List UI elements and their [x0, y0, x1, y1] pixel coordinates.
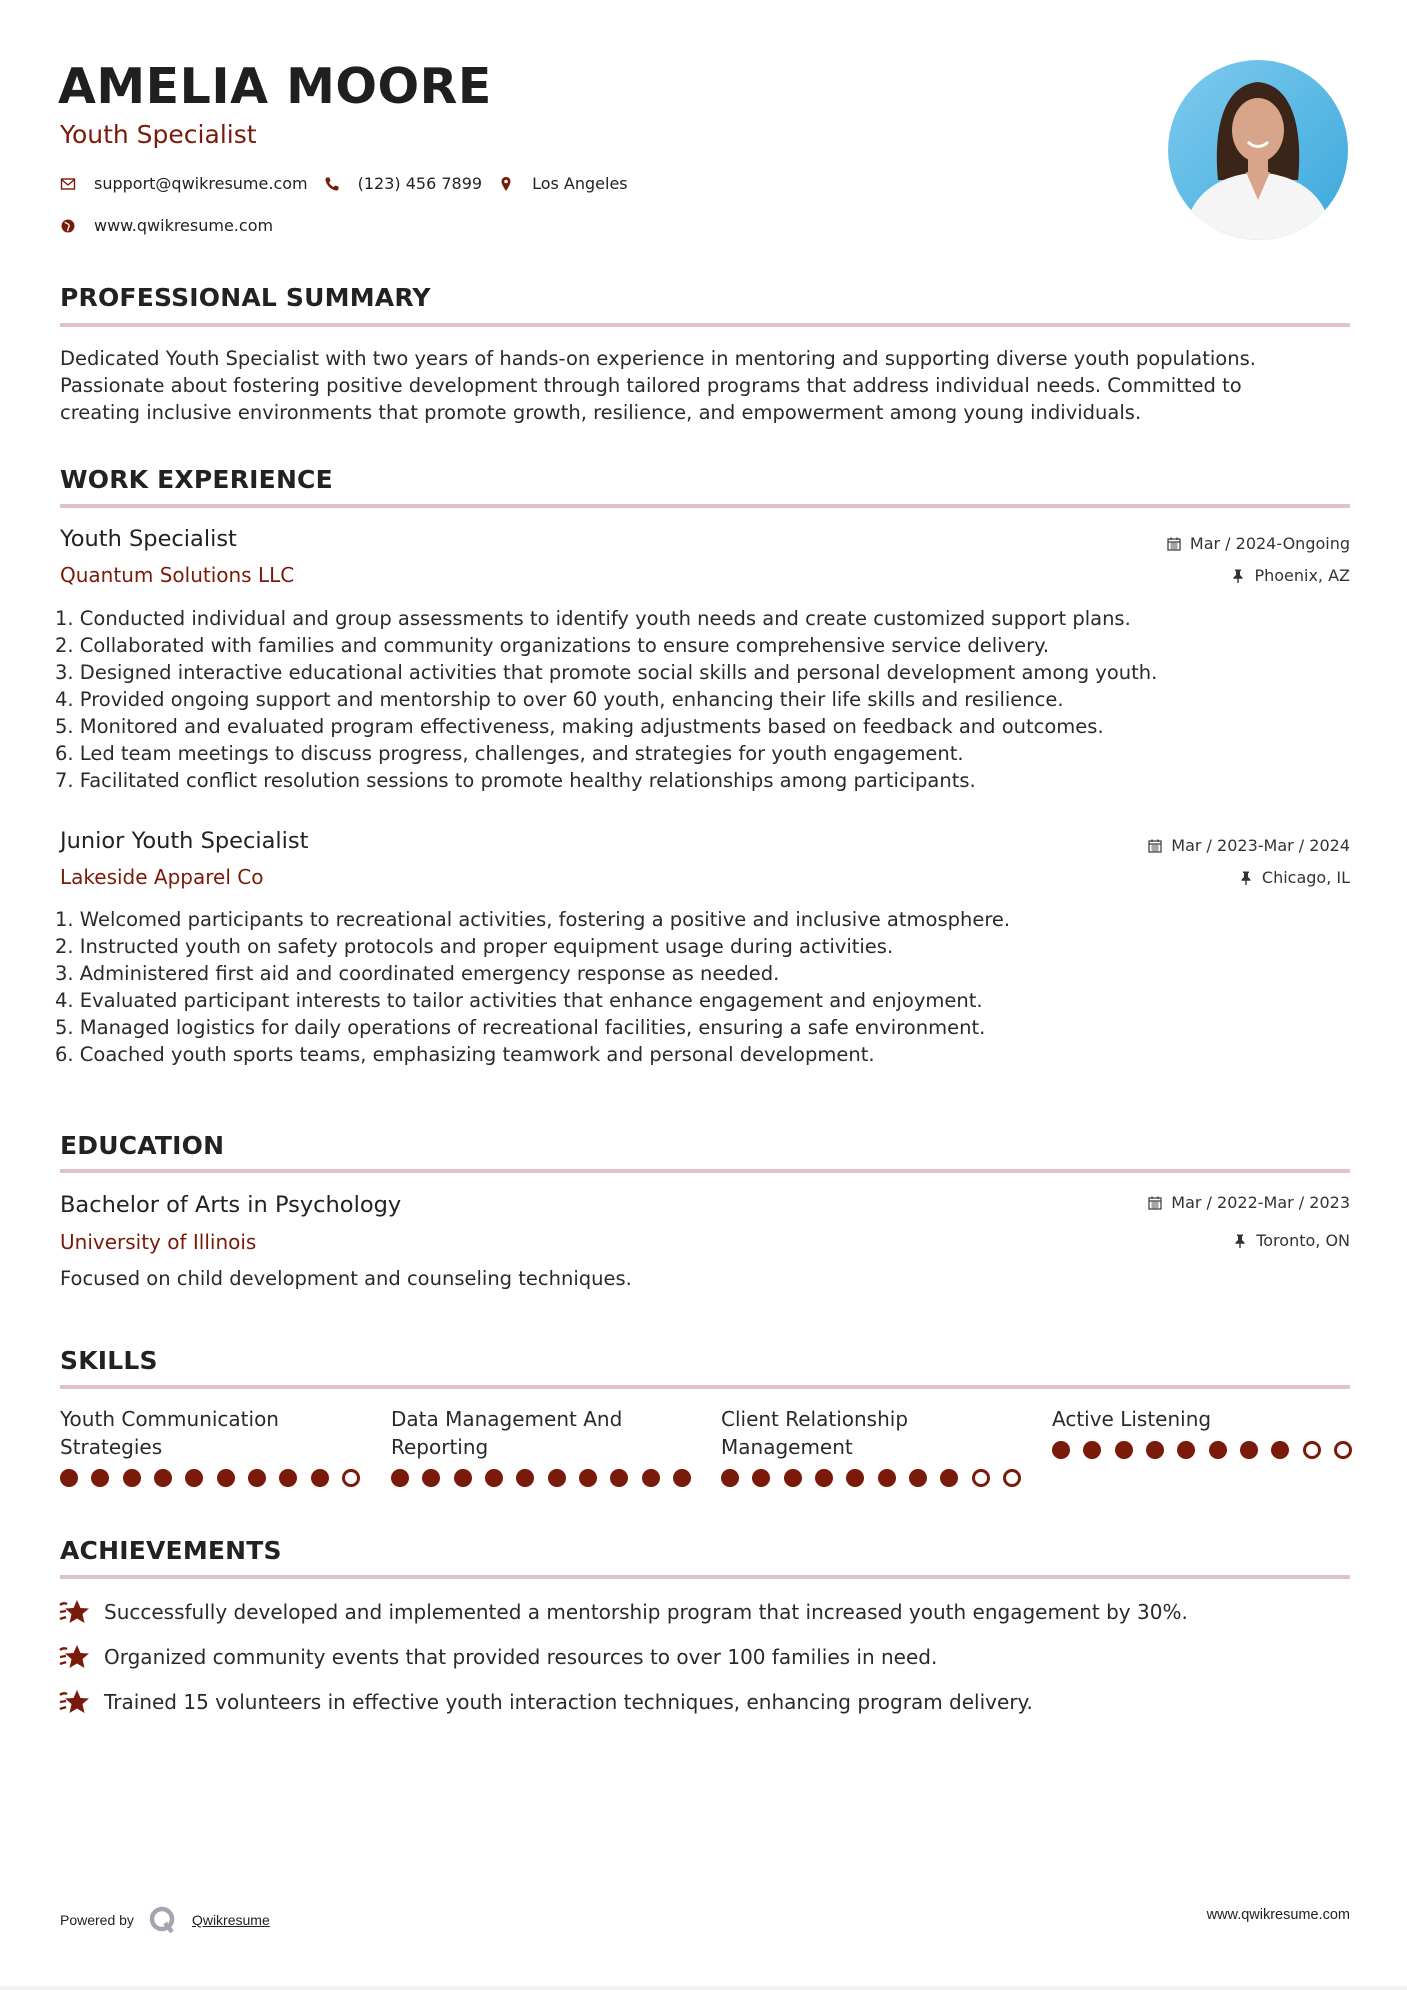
company-name: Quantum Solutions LLC — [60, 563, 295, 587]
section-divider — [60, 1575, 1350, 1579]
rating-dot-filled — [940, 1469, 958, 1487]
skill-label-line: Active Listening — [1052, 1407, 1212, 1431]
pushpin-icon — [1230, 568, 1246, 584]
skill-label — [721, 1405, 1021, 1461]
skill-item — [391, 1405, 691, 1487]
calendar-icon — [1166, 536, 1182, 552]
rating-dot-filled — [909, 1469, 927, 1487]
job-location — [1230, 566, 1350, 585]
star-award-icon — [58, 1598, 90, 1626]
powered-by-label: Powered by — [60, 1912, 134, 1928]
star-award-icon — [58, 1688, 90, 1716]
pushpin-icon — [1232, 1233, 1248, 1249]
list-item: 4. Provided ongoing support and mentorship to over 60 youth, enhancing their life skills and resilience. — [55, 688, 1064, 711]
rating-dot-filled — [123, 1469, 141, 1487]
rating-dot-filled — [311, 1469, 329, 1487]
rating-dot-filled — [1115, 1441, 1133, 1459]
list-item: 1. Conducted individual and group assessments to identify youth needs and create customized support plans. — [55, 607, 1131, 630]
skill-label-line: Reporting — [391, 1435, 489, 1459]
skill-label — [60, 1405, 360, 1461]
rating-dot-filled — [1240, 1441, 1258, 1459]
list-item: 2. Instructed youth on safety protocols and proper equipment usage during activities. — [55, 935, 894, 958]
job-dates — [1166, 534, 1350, 553]
rating-dot-filled — [579, 1469, 597, 1487]
skill-label — [391, 1405, 691, 1461]
qwikresume-link[interactable]: Qwikresume — [191, 1912, 270, 1928]
location-pin-icon — [498, 176, 514, 192]
rating-dot-empty — [972, 1469, 990, 1487]
profile-photo — [1168, 60, 1348, 240]
section-heading-summary: PROFESSIONAL SUMMARY — [60, 283, 431, 312]
footer-website-link[interactable]: www.qwikresume.com — [1206, 1907, 1350, 1923]
website-row — [60, 216, 273, 235]
list-item: 4. Evaluated participant interests to tailor activities that enhance engagement and enjoyment. — [55, 989, 983, 1012]
achievement-text: Successfully developed and implemented a mentorship program that increased youth engagement by 30%. — [104, 1600, 1188, 1624]
email-text[interactable]: support@qwikresume.com — [94, 174, 308, 193]
pushpin-icon — [1238, 870, 1254, 886]
rating-dot-filled — [1177, 1441, 1195, 1459]
education-description: Focused on child development and counseling techniques. — [60, 1267, 632, 1290]
achievement-item — [58, 1643, 937, 1671]
rating-dot-filled — [248, 1469, 266, 1487]
skill-rating — [721, 1469, 1021, 1487]
rating-dot-filled — [846, 1469, 864, 1487]
skill-label-line: Management — [721, 1435, 853, 1459]
calendar-icon — [1147, 838, 1163, 854]
rating-dot-empty — [1303, 1441, 1321, 1459]
rating-dot-filled — [548, 1469, 566, 1487]
skill-item — [721, 1405, 1021, 1487]
contact-row — [60, 174, 628, 193]
website-link[interactable]: www.qwikresume.com — [94, 216, 274, 235]
section-heading-achievements: ACHIEVEMENTS — [60, 1536, 282, 1565]
rating-dot-filled — [1083, 1441, 1101, 1459]
rating-dot-empty — [1003, 1469, 1021, 1487]
qwikresume-logo-icon — [148, 1905, 178, 1935]
skill-rating — [1052, 1441, 1352, 1459]
summary-line: Passionate about fostering positive development through tailored programs that address individual needs. Committed to — [60, 374, 1242, 397]
education-location — [1232, 1231, 1350, 1250]
phone-icon — [324, 176, 340, 192]
list-item: 5. Managed logistics for daily operations of recreational facilities, ensuring a safe environment. — [55, 1016, 986, 1039]
email-icon — [60, 176, 78, 192]
skill-label-line: Strategies — [60, 1435, 163, 1459]
section-divider — [60, 1169, 1350, 1173]
star-award-icon — [58, 1643, 90, 1671]
rating-dot-filled — [185, 1469, 203, 1487]
education-location-text: Toronto, ON — [1256, 1231, 1350, 1250]
rating-dot-filled — [154, 1469, 172, 1487]
rating-dot-filled — [391, 1469, 409, 1487]
rating-dot-filled — [784, 1469, 802, 1487]
rating-dot-filled — [60, 1469, 78, 1487]
achievement-text: Organized community events that provided resources to over 100 families in need. — [104, 1645, 938, 1669]
achievement-text: Trained 15 volunteers in effective youth interaction techniques, enhancing program delivery. — [104, 1690, 1033, 1714]
rating-dot-filled — [878, 1469, 896, 1487]
rating-dot-filled — [752, 1469, 770, 1487]
summary-text — [60, 345, 1360, 426]
list-item: 6. Led team meetings to discuss progress, challenges, and strategies for youth engagement. — [55, 742, 964, 765]
skill-rating — [391, 1469, 691, 1487]
skill-item — [1052, 1405, 1352, 1459]
section-divider — [60, 504, 1350, 508]
section-heading-experience: WORK EXPERIENCE — [60, 465, 333, 494]
list-item: 3. Administered first aid and coordinated emergency response as needed. — [55, 962, 780, 985]
rating-dot-filled — [516, 1469, 534, 1487]
education-dates — [1147, 1193, 1350, 1212]
job-title: Youth Specialist — [60, 526, 237, 552]
job-bullets — [55, 605, 1355, 794]
rating-dot-filled — [422, 1469, 440, 1487]
company-name: Lakeside Apparel Co — [60, 865, 264, 889]
list-item: 1. Welcomed participants to recreational activities, fostering a positive and inclusive atmosphere. — [55, 908, 1011, 931]
rating-dot-filled — [217, 1469, 235, 1487]
rating-dot-empty — [342, 1469, 360, 1487]
rating-dot-filled — [1052, 1441, 1070, 1459]
rating-dot-filled — [721, 1469, 739, 1487]
footer-powered-by — [60, 1905, 270, 1935]
rating-dot-filled — [1209, 1441, 1227, 1459]
job-title: Junior Youth Specialist — [60, 828, 309, 854]
page-bottom-edge — [0, 1986, 1407, 1990]
location-text: Los Angeles — [532, 174, 628, 193]
rating-dot-filled — [673, 1469, 691, 1487]
list-item: 5. Monitored and evaluated program effectiveness, making adjustments based on feedback and outcomes. — [55, 715, 1104, 738]
skill-label-line: Youth Communication — [60, 1407, 279, 1431]
rating-dot-empty — [1334, 1441, 1352, 1459]
rating-dot-filled — [91, 1469, 109, 1487]
rating-dot-filled — [454, 1469, 472, 1487]
education-dates-text: Mar / 2022-Mar / 2023 — [1171, 1193, 1350, 1212]
section-divider — [60, 323, 1350, 327]
candidate-title: Youth Specialist — [60, 120, 257, 149]
list-item: 2. Collaborated with families and community organizations to ensure comprehensive service delivery. — [55, 634, 1050, 657]
rating-dot-filled — [610, 1469, 628, 1487]
job-dates-text: Mar / 2023-Mar / 2024 — [1171, 836, 1350, 855]
list-item: 6. Coached youth sports teams, emphasizing teamwork and personal development. — [55, 1043, 875, 1066]
skill-rating — [60, 1469, 360, 1487]
job-location — [1238, 868, 1350, 887]
achievement-item — [58, 1598, 1188, 1626]
skill-item — [60, 1405, 360, 1487]
section-divider — [60, 1385, 1350, 1389]
job-location-text: Chicago, IL — [1261, 868, 1350, 887]
skill-label-line: Data Management And — [391, 1407, 623, 1431]
candidate-name: AMELIA MOORE — [58, 58, 492, 115]
globe-icon — [60, 218, 78, 234]
school-name: University of Illinois — [60, 1230, 257, 1254]
rating-dot-filled — [642, 1469, 660, 1487]
job-location-text: Phoenix, AZ — [1254, 566, 1350, 585]
section-heading-skills: SKILLS — [60, 1346, 158, 1375]
list-item: 7. Facilitated conflict resolution sessions to promote healthy relationships among participants. — [55, 769, 976, 792]
section-heading-education: EDUCATION — [60, 1131, 225, 1160]
achievement-item — [58, 1688, 1033, 1716]
skill-label-line: Client Relationship — [721, 1407, 909, 1431]
job-dates-text: Mar / 2024-Ongoing — [1189, 534, 1350, 553]
rating-dot-filled — [1271, 1441, 1289, 1459]
skill-label — [1052, 1405, 1352, 1433]
summary-line: creating inclusive environments that promote growth, resilience, and empowerment among young individuals. — [60, 401, 1142, 424]
job-bullets — [55, 906, 1355, 1068]
rating-dot-filled — [815, 1469, 833, 1487]
job-dates — [1147, 836, 1350, 855]
rating-dot-filled — [485, 1469, 503, 1487]
rating-dot-filled — [279, 1469, 297, 1487]
list-item: 3. Designed interactive educational activities that promote social skills and personal development among youth. — [55, 661, 1158, 684]
summary-line: Dedicated Youth Specialist with two years of hands-on experience in mentoring and supporting diverse youth populations. — [60, 347, 1256, 370]
calendar-icon — [1147, 1195, 1163, 1211]
degree-title: Bachelor of Arts in Psychology — [60, 1192, 402, 1218]
phone-text[interactable]: (123) 456 7899 — [357, 174, 483, 193]
rating-dot-filled — [1146, 1441, 1164, 1459]
